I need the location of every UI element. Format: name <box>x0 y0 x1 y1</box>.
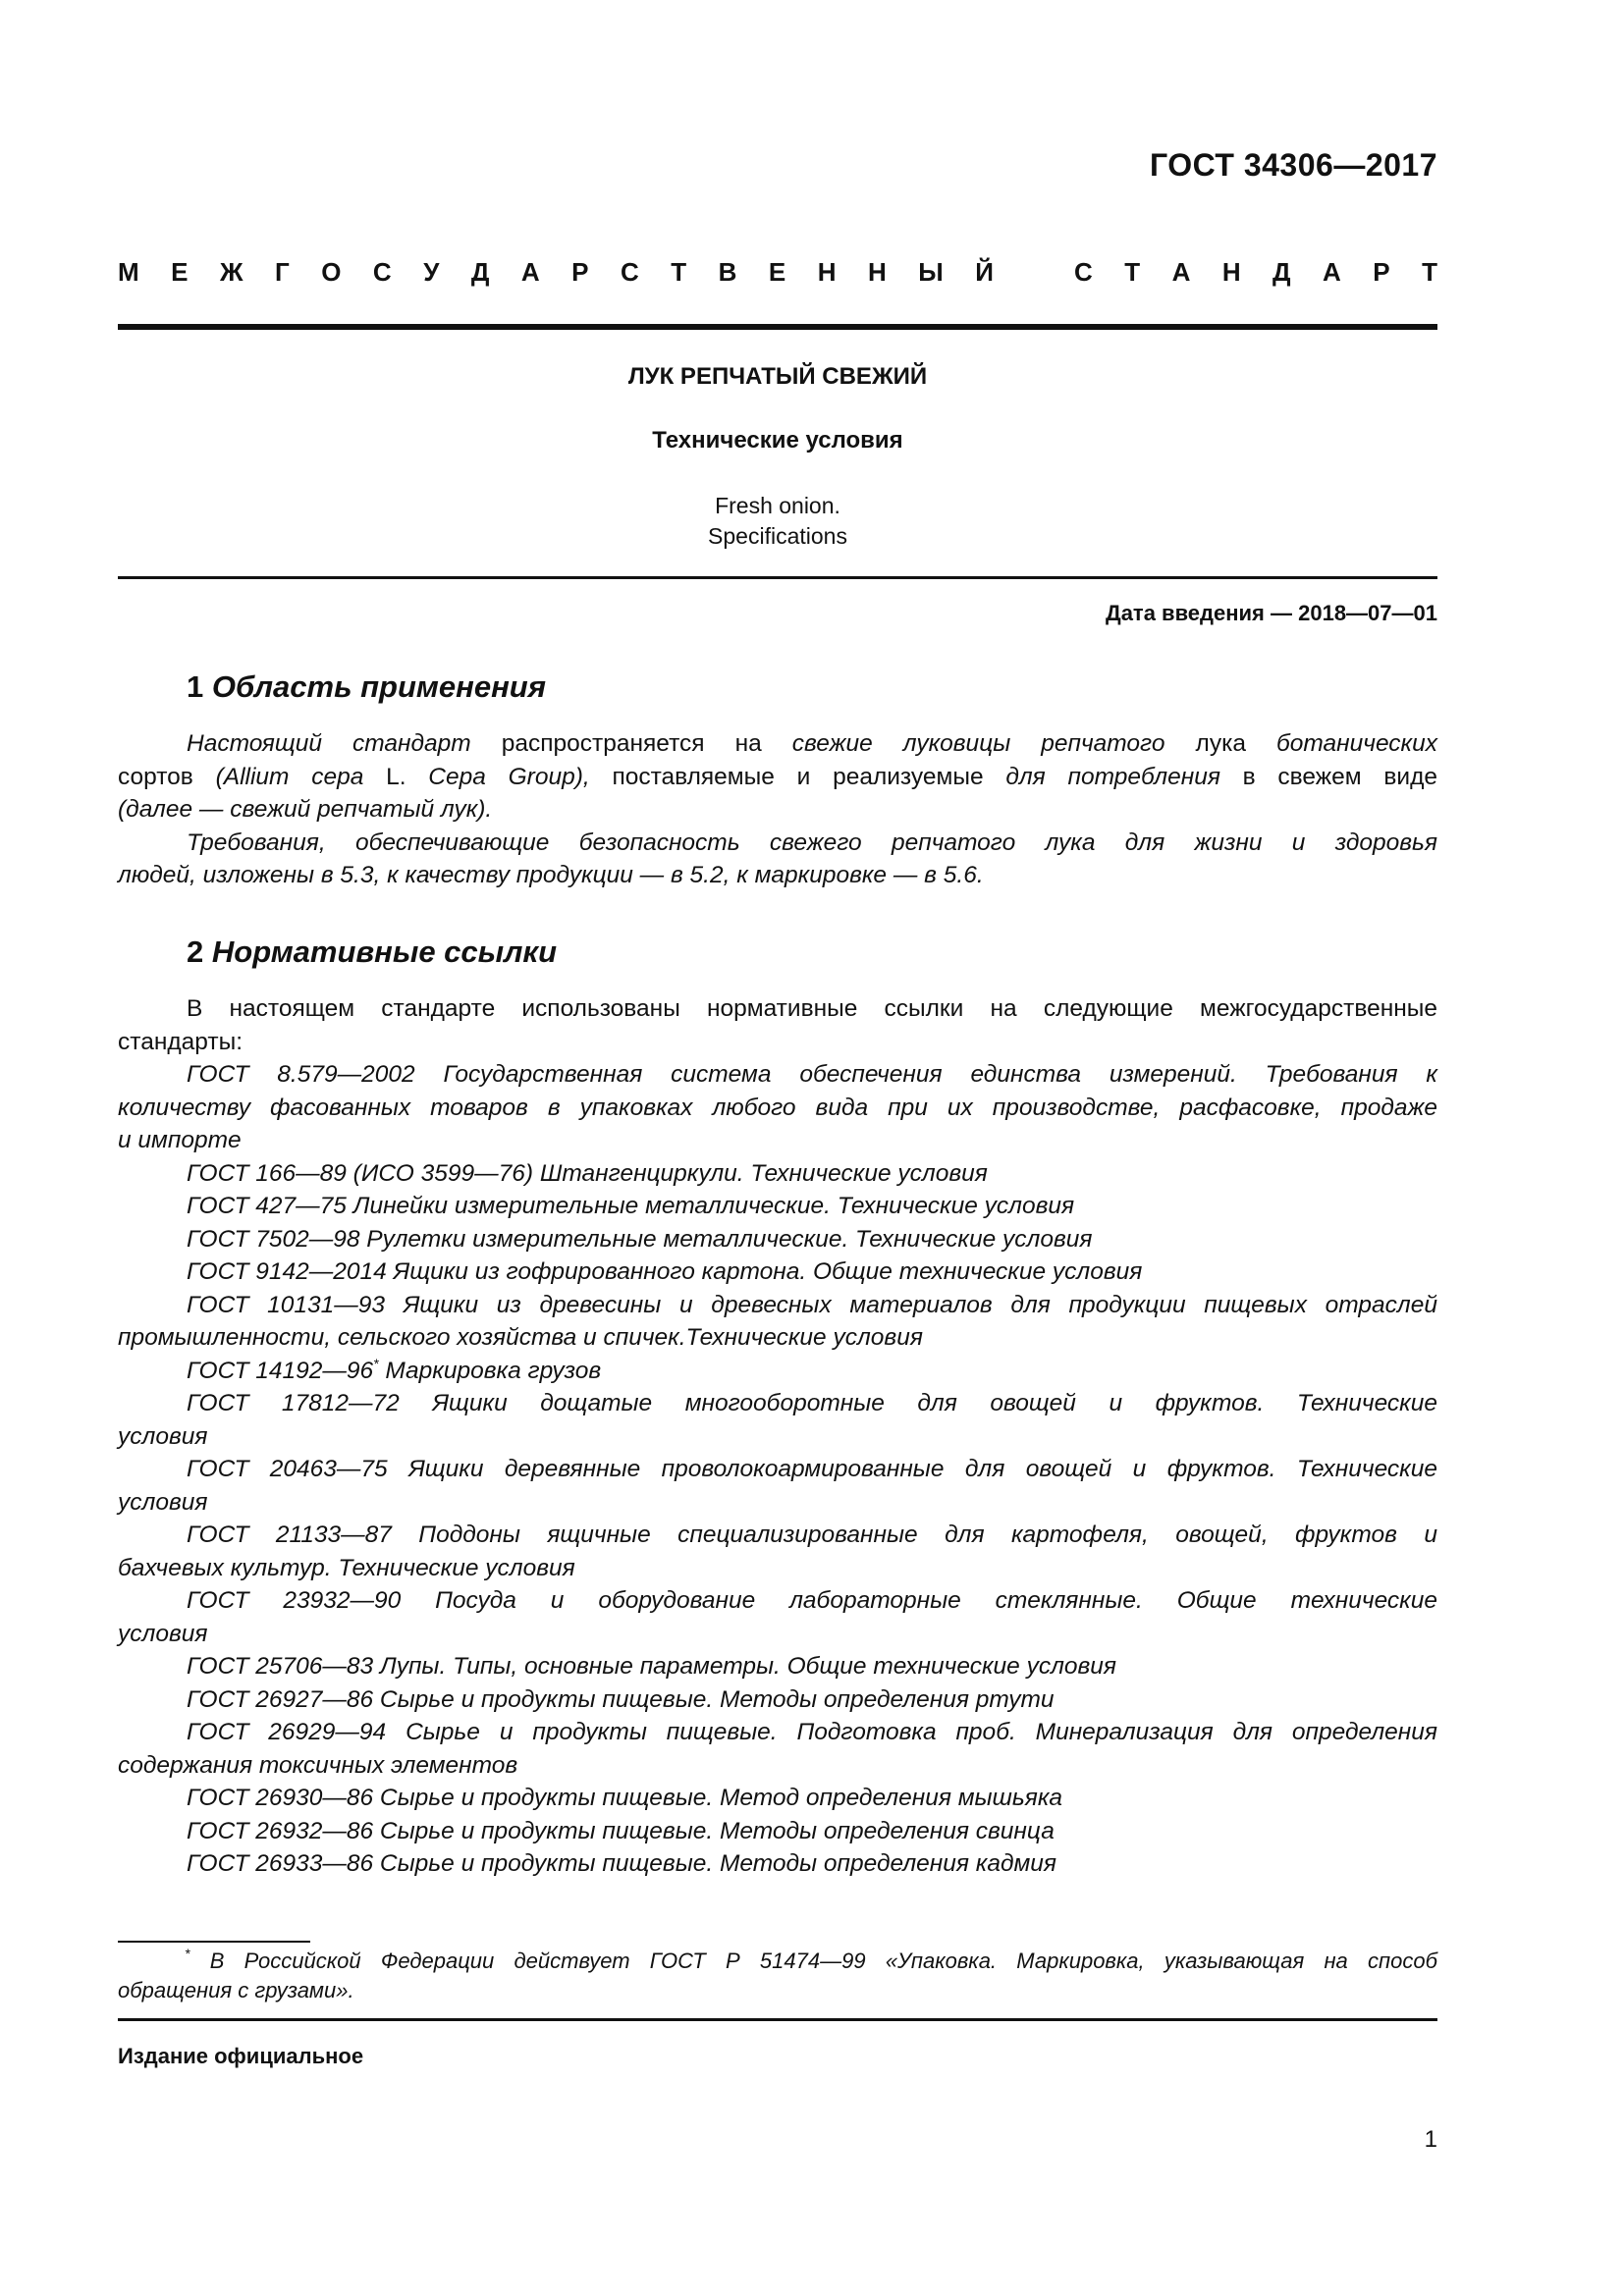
reference-item: ГОСТ 26929—94 Сырье и продукты пищевые. Подготовка проб. Минерализация для определения <box>187 1719 1437 1745</box>
references-intro-line: В настоящем стандарте использованы нормативные ссылки на следующие межгосударственные <box>187 995 1437 1022</box>
reference-item: ГОСТ 9142—2014 Ящики из гофрированного картона. Общие технические условия <box>187 1258 1143 1285</box>
english-title: Fresh onion. Specifications <box>708 493 847 549</box>
reference-item-cont: содержания токсичных элементов <box>118 1751 518 1779</box>
header-divider <box>118 324 1437 330</box>
reference-item: ГОСТ 20463—75 Ящики деревянные проволокоармированные для овощей и фруктов. Технические <box>187 1456 1437 1482</box>
reference-item-cont: условия <box>118 1488 208 1516</box>
reference-item: ГОСТ 8.579—2002 Государственная система обеспечения единства измерений. Требования к <box>187 1061 1437 1088</box>
section-1-body <box>118 727 1437 892</box>
scope-paragraph-line: сортов (Allium сера L. Сера Group), поставляемые и реализуемые для потребления в свежем виде <box>118 763 1438 790</box>
reference-item: ГОСТ 26932—86 Сырье и продукты пищевые. Методы определения свинца <box>187 1817 1055 1844</box>
reference-item-cont: бахчевых культур. Технические условия <box>118 1554 575 1581</box>
introduction-date: Дата введения — 2018—07—01 <box>1106 601 1437 625</box>
section-1-heading: 1 Область применения <box>187 669 546 704</box>
reference-item: ГОСТ 25706—83 Лупы. Типы, основные параметры. Общие технические условия <box>187 1653 1117 1680</box>
standard-word: С Т А Н Д А Р Т <box>1074 257 1437 287</box>
scope-paragraph-line: Настоящий стандарт распространяется на свежие луковицы репчатого лука ботанических <box>187 730 1437 757</box>
reference-item-cont: и импорте <box>118 1127 242 1153</box>
footer-divider <box>118 2018 1437 2021</box>
footnote: * В Российской Федерации действует ГОСТ Р 51474—99 «Упаковка. Маркировка, указывающая на способ обращения с грузами». <box>118 1946 1437 2002</box>
document-code: ГОСТ 34306—2017 <box>1149 147 1437 183</box>
footnote-separator <box>118 1941 310 1943</box>
reference-item: ГОСТ 10131—93 Ящики из древесины и древесных материалов для продукции пищевых отраслей <box>187 1291 1437 1318</box>
normative-references <box>118 992 1437 1881</box>
reference-item: ГОСТ 166—89 (ИСО 3599—76) Штангенциркули. Технические условия <box>187 1159 988 1187</box>
reference-item: ГОСТ 26933—86 Сырье и продукты пищевые. Методы определения кадмия <box>187 1850 1057 1877</box>
reference-item: ГОСТ 14192—96* Маркировка грузов <box>187 1355 602 1384</box>
footnote-marker: * <box>185 1946 190 1961</box>
reference-item: ГОСТ 26927—86 Сырье и продукты пищевые. Методы определения ртути <box>187 1685 1055 1713</box>
section-2-heading: 2 Нормативные ссылки <box>187 934 558 969</box>
footnote-marker: * <box>373 1355 379 1371</box>
edition-label: Издание официальное <box>118 2044 364 2068</box>
reference-item: ГОСТ 23932—90 Посуда и оборудование лабораторные стеклянные. Общие технические <box>187 1587 1437 1614</box>
reference-item-cont: условия <box>118 1422 208 1450</box>
reference-item-cont: промышленности, сельского хозяйства и спичек.Технические условия <box>118 1324 923 1351</box>
document-subtitle: Технические условия <box>652 427 903 454</box>
reference-item: ГОСТ 427—75 Линейки измерительные металлические. Технические условия <box>187 1193 1075 1219</box>
reference-item: ГОСТ 7502—98 Рулетки измерительные металлические. Технические условия <box>187 1225 1093 1253</box>
interstate-standard-header <box>118 257 1437 288</box>
page-number: 1 <box>1424 2126 1437 2153</box>
safety-paragraph-line: Требования, обеспечивающие безопасность свежего репчатого лука для жизни и здоровья <box>187 828 1437 856</box>
reference-item: ГОСТ 26930—86 Сырье и продукты пищевые. Метод определения мышьяка <box>187 1785 1063 1811</box>
document-title: ЛУК РЕПЧАТЫЙ СВЕЖИЙ <box>627 363 928 390</box>
scope-paragraph-line: (далее — свежий репчатый лук). <box>118 796 493 823</box>
reference-item: ГОСТ 17812—72 Ящики дощатые многооборотные для овощей и фруктов. Технические <box>187 1390 1437 1416</box>
title-divider <box>118 576 1437 579</box>
safety-paragraph-line: людей, изложены в 5.3, к качеству продукции — в 5.2, к маркировке — в 5.6. <box>118 862 984 888</box>
reference-item-cont: условия <box>118 1620 208 1647</box>
reference-item: ГОСТ 21133—87 Поддоны ящичные специализированные для картофеля, овощей, фруктов и <box>187 1522 1437 1548</box>
reference-item-cont: количеству фасованных товаров в упаковках любого вида при их производстве, расфасовке, продаже <box>118 1094 1437 1121</box>
interstate-word: М Е Ж Г О С У Д А Р С Т В Е Н Н Ы Й <box>118 257 994 287</box>
references-intro-line: стандарты: <box>118 1028 243 1055</box>
